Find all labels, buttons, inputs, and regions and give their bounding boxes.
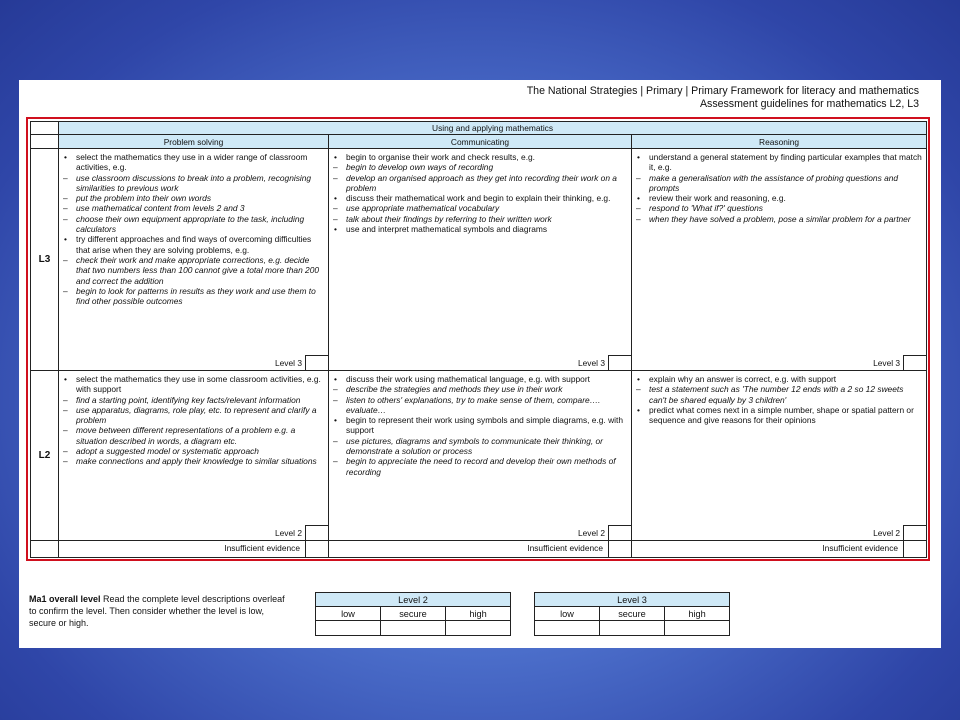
- criteria-bullet: • explain why an answer is correct, e.g. with support: [636, 374, 922, 384]
- cell-reasoning: [632, 149, 927, 371]
- insufficient-label: Insufficient evidence: [822, 543, 899, 553]
- level-checkbox[interactable]: [903, 525, 926, 540]
- criteria-list: [329, 371, 631, 477]
- level-2-high-label: high: [446, 607, 511, 621]
- criteria-example: – respond to 'What if?' questions: [636, 203, 922, 213]
- grid-title: Using and applying mathematics: [59, 122, 927, 135]
- cell-reasoning: [632, 371, 927, 541]
- overall-level-text: Read the complete level descriptions overleaf to confirm the level. Then consider whether the level is low, secure or high.: [29, 594, 285, 628]
- criteria-bullet: • predict what comes next in a simple number, shape or spatial pattern or sequence and give reasons for their opinions: [636, 405, 922, 426]
- criteria-example: – test a statement such as 'The number 12 ends with a 2 so 12 sweets can't be shared equally by 3 children': [636, 384, 922, 405]
- column-header-problem-solving: Problem solving: [59, 135, 329, 149]
- level-tag: Level 3: [873, 358, 901, 368]
- level-tag: Level 2: [873, 528, 901, 538]
- level-checkbox[interactable]: [608, 525, 631, 540]
- level-3-high-box[interactable]: [665, 621, 730, 636]
- criteria-example: – find a starting point, identifying key facts/relevant information: [63, 395, 324, 405]
- column-header-communicating: Communicating: [329, 135, 632, 149]
- criteria-bullet: • understand a general statement by finding particular examples that match it, e.g.: [636, 152, 922, 173]
- criteria-example: – check their work and make appropriate corrections, e.g. decide that two numbers less than 100 cannot give a total more than 200 and correct the addition: [63, 255, 324, 286]
- cell-problem-solving: [59, 149, 329, 371]
- criteria-bullet: • begin to represent their work using symbols and simple diagrams, e.g. with support: [333, 415, 627, 436]
- criteria-list: [329, 149, 631, 234]
- criteria-example: – talk about their findings by referring to their written work: [333, 214, 627, 224]
- level-tag: Level 3: [274, 358, 302, 368]
- corner-cell: [31, 541, 59, 558]
- header-title: The National Strategies | Primary | Primary Framework for literacy and mathematics: [526, 85, 919, 97]
- level-2-title: Level 2: [316, 593, 511, 607]
- criteria-bullet: • try different approaches and find ways of overcoming difficulties that arise when they are solving problems, e.g.: [63, 234, 324, 255]
- criteria-example: – use pictures, diagrams and symbols to communicate their thinking, or demonstrate a solution or process: [333, 436, 627, 457]
- criteria-example: – put the problem into their own words: [63, 193, 324, 203]
- insufficient-label: Insufficient evidence: [527, 543, 603, 553]
- insufficient-cell: [632, 541, 927, 558]
- row-level-label: L2: [31, 371, 59, 541]
- level-tag: Level 2: [577, 528, 605, 538]
- criteria-example: – describe the strategies and methods they use in their work: [333, 384, 627, 394]
- header-subtitle: Assessment guidelines for mathematics L2, L3: [699, 98, 919, 110]
- insufficient-cell: [329, 541, 632, 558]
- criteria-bullet: • review their work and reasoning, e.g.: [636, 193, 922, 203]
- corner-cell: [31, 122, 59, 135]
- cell-communicating: [329, 371, 632, 541]
- overall-level-note: [29, 593, 289, 629]
- assessment-sheet: [19, 80, 941, 648]
- criteria-example: – adopt a suggested model or systematic approach: [63, 446, 324, 456]
- level-3-low-label: low: [535, 607, 600, 621]
- corner-cell: [31, 135, 59, 149]
- level-3-high-label: high: [665, 607, 730, 621]
- criteria-bullet: • discuss their mathematical work and begin to explain their thinking, e.g.: [333, 193, 627, 203]
- level-checkbox[interactable]: [903, 355, 926, 370]
- level-checkbox[interactable]: [608, 355, 631, 370]
- level-2-low-label: low: [316, 607, 381, 621]
- level-2-table: [315, 592, 511, 636]
- criteria-example: – use apparatus, diagrams, role play, etc. to represent and clarify a problem: [63, 405, 324, 426]
- criteria-list: [59, 149, 328, 306]
- criteria-example: – choose their own equipment appropriate to the task, including calculators: [63, 214, 324, 235]
- criteria-example: – make connections and apply their knowledge to similar situations: [63, 456, 324, 466]
- assessment-frame: [26, 117, 930, 561]
- criteria-bullet: • use and interpret mathematical symbols and diagrams: [333, 224, 627, 234]
- insufficient-cell: [59, 541, 329, 558]
- criteria-list: [632, 371, 926, 425]
- criteria-example: – use mathematical content from levels 2 and 3: [63, 203, 324, 213]
- level-3-secure-label: secure: [600, 607, 665, 621]
- criteria-example: – use classroom discussions to break into a problem, recognising similarities to previous work: [63, 173, 324, 194]
- level-2-secure-label: secure: [381, 607, 446, 621]
- level-checkbox[interactable]: [305, 355, 328, 370]
- criteria-example: – move between different representations of a problem e.g. a situation described in words, a diagram etc.: [63, 425, 324, 446]
- insufficient-checkbox[interactable]: [305, 541, 328, 557]
- criteria-example: – begin to appreciate the need to record and develop their own methods of recording: [333, 456, 627, 477]
- assessment-grid: [30, 121, 927, 558]
- criteria-example: – when they have solved a problem, pose a similar problem for a partner: [636, 214, 922, 224]
- criteria-example: – begin to develop own ways of recording: [333, 162, 627, 172]
- level-2-high-box[interactable]: [446, 621, 511, 636]
- level-2-secure-box[interactable]: [381, 621, 446, 636]
- level-tag: Level 2: [274, 528, 302, 538]
- overall-level-label: Ma1 overall level: [29, 594, 101, 604]
- criteria-example: – listen to others' explanations, try to make sense of them, compare…. evaluate…: [333, 395, 627, 416]
- criteria-example: – use appropriate mathematical vocabulary: [333, 203, 627, 213]
- insufficient-checkbox[interactable]: [608, 541, 631, 557]
- level-3-table: [534, 592, 730, 636]
- column-header-reasoning: Reasoning: [632, 135, 927, 149]
- level-tag: Level 3: [577, 358, 605, 368]
- criteria-list: [632, 149, 926, 224]
- level-3-title: Level 3: [535, 593, 730, 607]
- row-level-label: L3: [31, 149, 59, 371]
- criteria-bullet: • begin to organise their work and check results, e.g.: [333, 152, 627, 162]
- criteria-example: – begin to look for patterns in results as they work and use them to find other possible outcomes: [63, 286, 324, 307]
- criteria-bullet: • select the mathematics they use in a wider range of classroom activities, e.g.: [63, 152, 324, 173]
- level-3-secure-box[interactable]: [600, 621, 665, 636]
- criteria-list: [59, 371, 328, 467]
- criteria-example: – develop an organised approach as they get into recording their work on a problem: [333, 173, 627, 194]
- insufficient-label: Insufficient evidence: [224, 543, 300, 553]
- criteria-bullet: • discuss their work using mathematical language, e.g. with support: [333, 374, 627, 384]
- criteria-example: – make a generalisation with the assistance of probing questions and prompts: [636, 173, 922, 194]
- level-3-low-box[interactable]: [535, 621, 600, 636]
- cell-problem-solving: [59, 371, 329, 541]
- insufficient-checkbox[interactable]: [903, 541, 926, 557]
- cell-communicating: [329, 149, 632, 371]
- level-2-low-box[interactable]: [316, 621, 381, 636]
- level-checkbox[interactable]: [305, 525, 328, 540]
- criteria-bullet: • select the mathematics they use in some classroom activities, e.g. with support: [63, 374, 324, 395]
